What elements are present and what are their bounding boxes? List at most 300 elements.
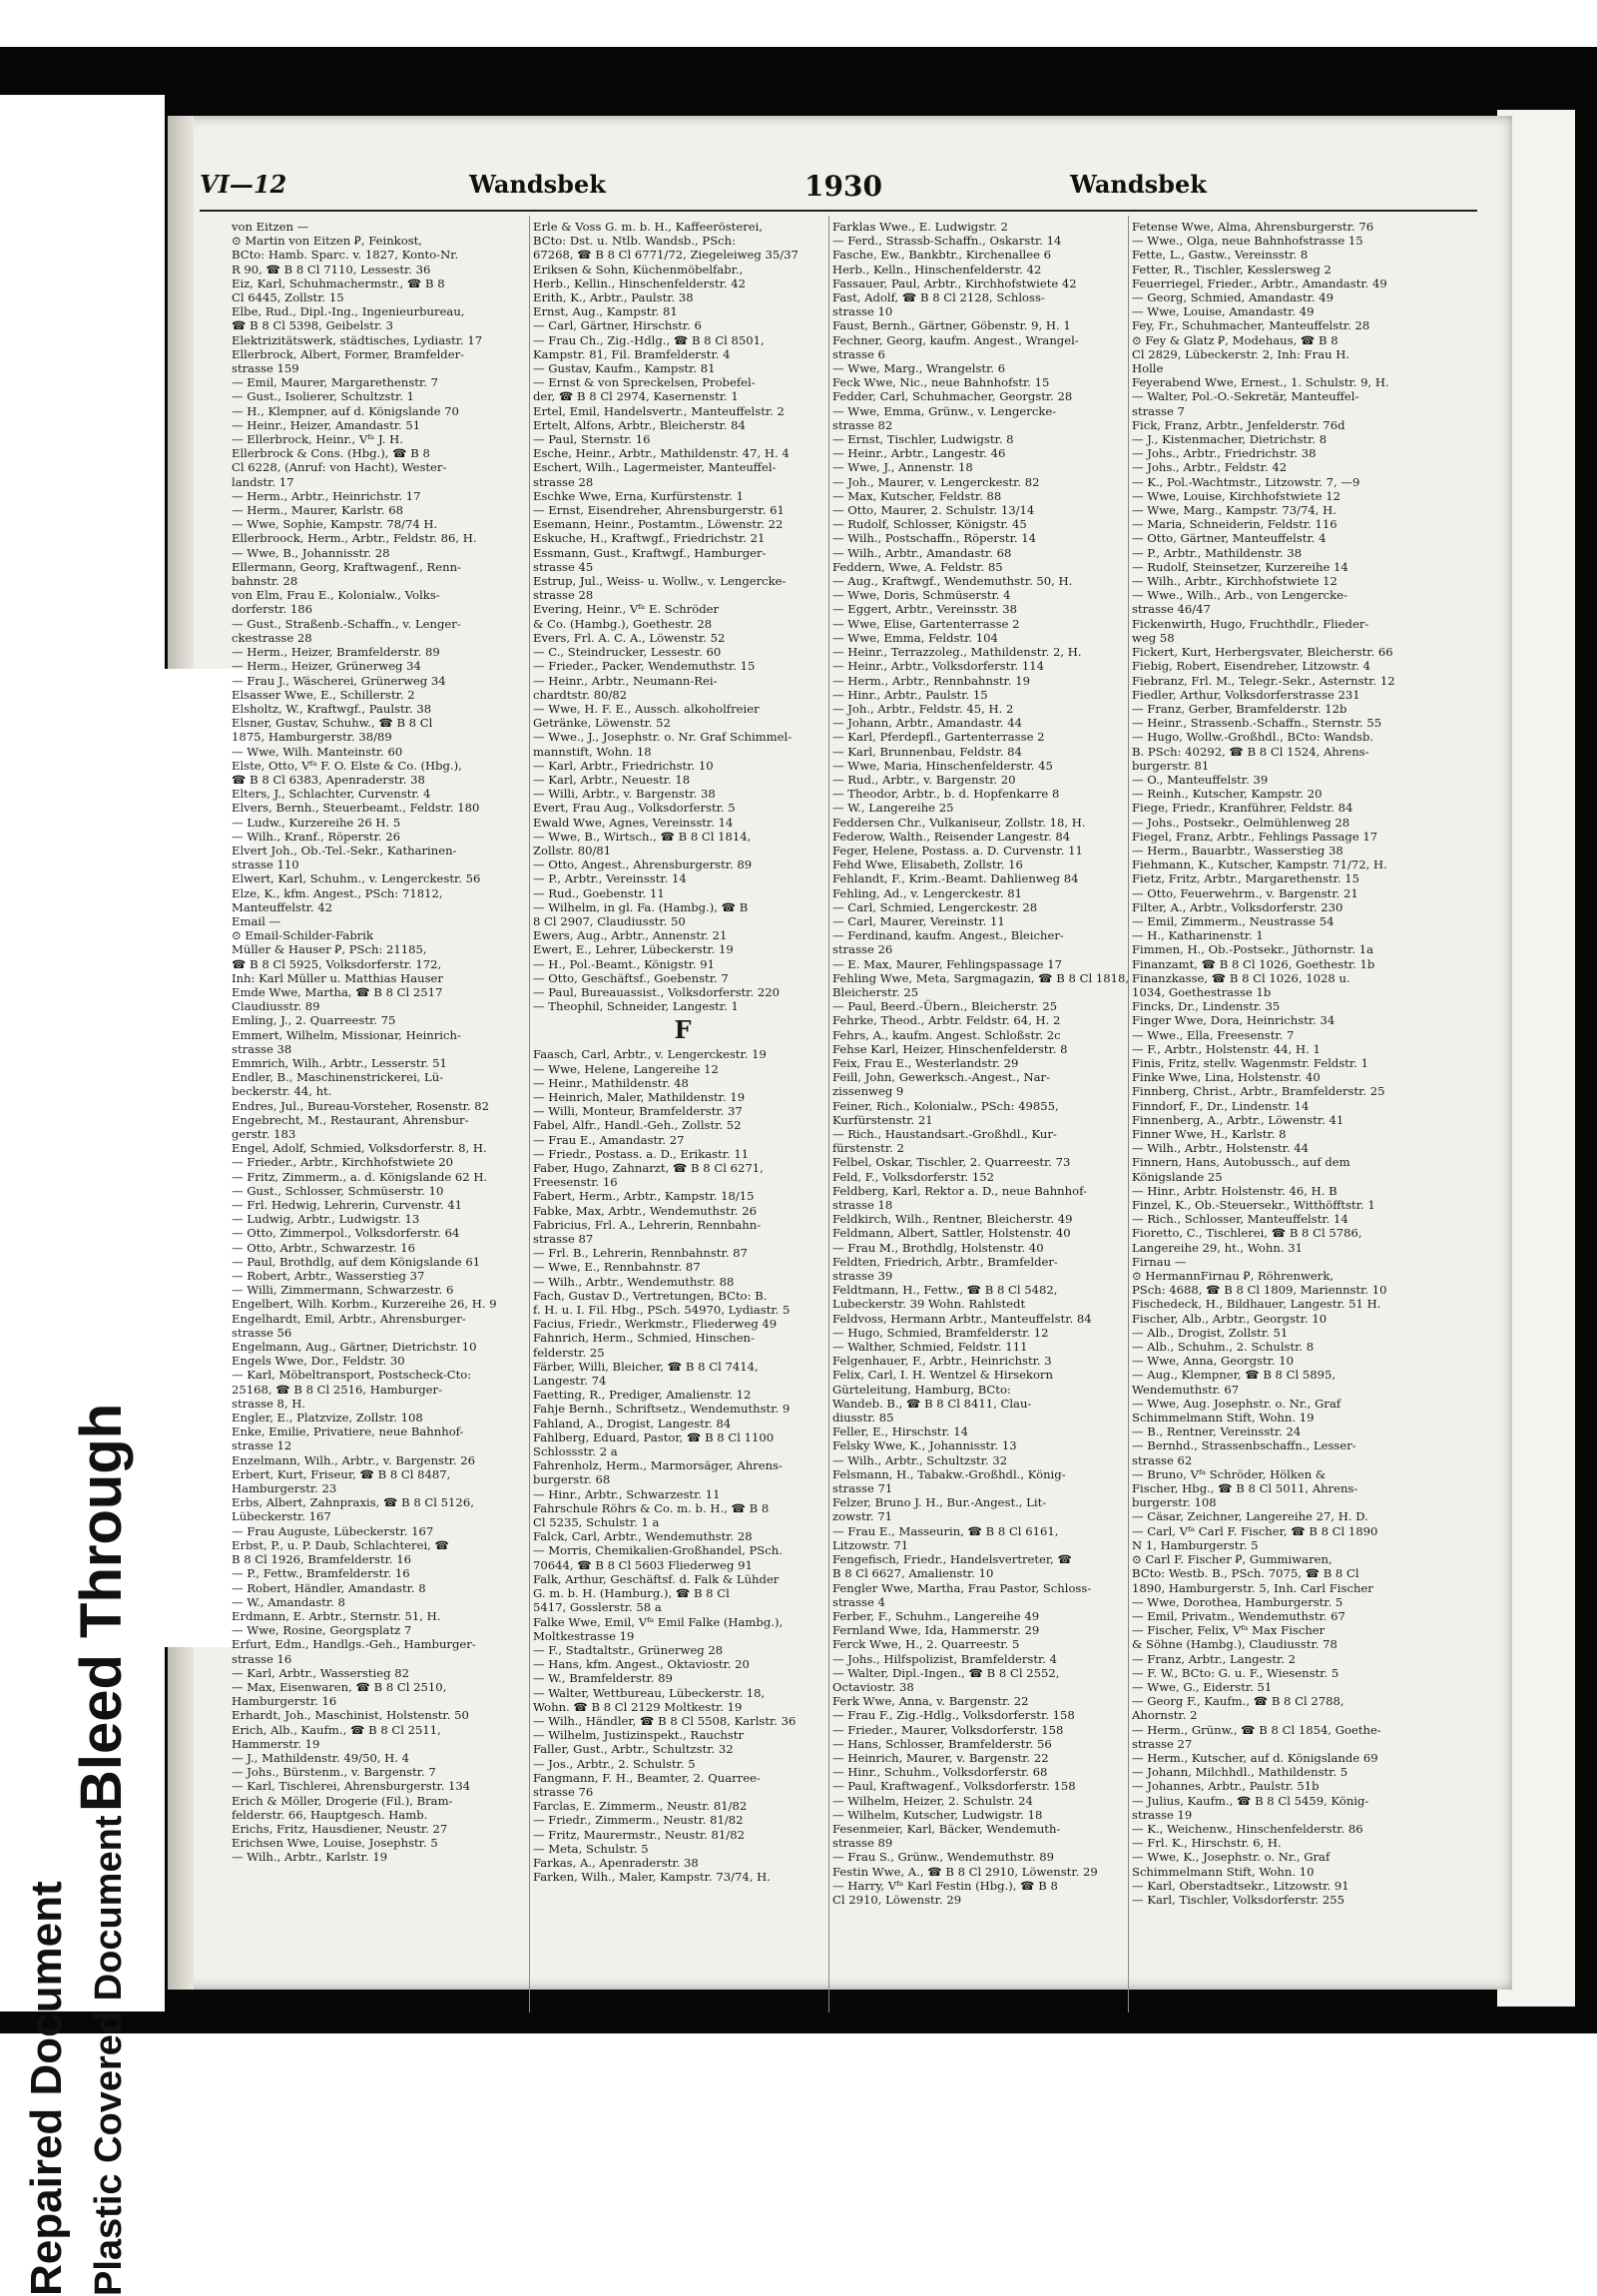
entry-line: — Theophil, Schneider, Langestr. 1 [533,999,739,1014]
entry-line: Erichsen Wwe, Louise, Josephstr. 5 [232,1836,438,1851]
entry-line: strasse 28 [533,474,594,489]
entry-line: — Hugo, Wollw.-Großhdl., BCto: Wandsb. [1132,730,1374,745]
entry-line: strasse 38 [232,1041,292,1056]
entry-line: Felbel, Oskar, Tischler, 2. Quarreestr. 73 [832,1155,1071,1170]
entry-line: — Paul, Sternstr. 16 [533,432,651,447]
entry-line: Fehlandt, F., Krim.-Beamt. Dahlienweg 84 [832,871,1079,886]
entry-line: — Emil, Privatm., Wendemuthstr. 67 [1132,1608,1345,1623]
entry-line: Eiz, Karl, Schuhmachermstr., ☎ B 8 [232,276,445,290]
entry-line: Faller, Gust., Arbtr., Schultzstr. 32 [533,1742,734,1757]
entry-line: 1875, Hamburgerstr. 38/89 [232,730,392,745]
entry-line: Elsasser Wwe, E., Schillerstr. 2 [232,687,415,702]
entry-line: — Emil, Maurer, Margarethenstr. 7 [232,375,438,390]
entry-line: ckestrasse 28 [232,630,312,645]
entry-line: — Bernhd., Strassenbschaffn., Lesser- [1132,1438,1356,1453]
entry-line: — Max, Kutscher, Feldstr. 88 [832,488,1002,503]
entry-line: ⊙ Carl F. Fischer Ꝑ, Gummiwaren, [1132,1552,1332,1567]
entry-line: — Karl, Oberstadtsekr., Litzowstr. 91 [1132,1878,1349,1893]
entry-line: landstr. 17 [232,474,294,489]
entry-line: Bleicherstr. 25 [832,984,919,999]
entry-line: Schlossstr. 2 a [533,1444,618,1459]
entry-line: N 1, Hamburgerstr. 5 [1132,1537,1259,1552]
entry-line: — Herm., Heizer, Grünerweg 34 [232,659,421,674]
entry-line: Erich & Möller, Drogerie (Fil.), Bram- [232,1793,453,1808]
entry-line: — Rudolf, Schlosser, Königstr. 45 [832,517,1027,532]
entry-line: Erbst, P., u. P. Daub, Schlachterei, ☎ [232,1537,449,1552]
entry-line: Elvert Joh., Ob.-Tel.-Sekr., Katharinen- [232,843,457,858]
column-2 [533,220,832,1884]
entry-line: — Heinrich, Maler, Mathildenstr. 19 [533,1089,746,1104]
entry-line: Fahnrich, Herm., Schmied, Hinschen- [533,1331,755,1346]
entry-line: — Herm., Grünw., ☎ B 8 Cl 1854, Goethe- [1132,1722,1381,1737]
entry-line: ⊙ Email-Schilder-Fabrik [232,928,374,943]
entry-line: Emmert, Wilhelm, Missionar, Heinrich- [232,1027,461,1042]
entry-line: — Wwe, G., Eiderstr. 51 [1132,1679,1273,1694]
entry-line: — Robert, Händler, Amandastr. 8 [232,1580,426,1595]
entry-line: fürstenstr. 2 [832,1141,904,1156]
entry-line: Feuerriegel, Frieder., Arbtr., Amandastr. 49 [1132,276,1387,290]
entry-line: — Ernst, Tischler, Ludwigstr. 8 [832,432,1014,447]
entry-line: — W., Amandastr. 8 [232,1594,345,1609]
entry-line: Kampstr. 81, Fil. Bramfelderstr. 4 [533,346,731,361]
entry-line: Fischer, Hbg., ☎ B 8 Cl 5011, Ahrens- [1132,1481,1358,1496]
entry-line: weg 58 [1132,630,1175,645]
entry-line: Essmann, Gust., Kraftwgf., Hamburger- [533,545,767,560]
entry-line: — H., Klempner, auf d. Königslande 70 [232,403,459,418]
entry-line: — Julius, Kaufm., ☎ B 8 Cl 5459, König- [1132,1793,1369,1808]
entry-line: Fechner, Georg, kaufm. Angest., Wrangel- [832,332,1079,347]
entry-line: — Harry, Vᶠᵃ Karl Festin (Hbg.), ☎ B 8 [832,1878,1058,1893]
entry-line: — Wwe, Helene, Langereihe 12 [533,1061,719,1076]
entry-line: strasse 71 [832,1481,893,1496]
entry-line: — Ferdinand, kaufm. Angest., Bleicher- [832,928,1064,943]
entry-line: der, ☎ B 8 Cl 2974, Kasernenstr. 1 [533,389,739,404]
entry-line: Elvers, Bernh., Steuerbeamt., Feldstr. 180 [232,801,480,816]
entry-line: B 8 Cl 6627, Amalienstr. 10 [832,1566,994,1581]
column-1 [232,220,531,1865]
entry-line: strasse 26 [832,942,893,957]
entry-line: Erdmann, E. Arbtr., Sternstr. 51, H. [232,1608,441,1623]
entry-line: Fehling Wwe, Meta, Sargmagazin, ☎ B 8 Cl 1818, [832,970,1130,985]
entry-line: — Willi, Arbtr., v. Bargenstr. 38 [533,787,716,802]
entry-line: — Gust., Straßenb.-Schaffn., v. Lenger- [232,616,461,631]
entry-line: — W., Bramfelderstr. 89 [533,1671,673,1686]
entry-line: — Friedr., Zimmerm., Neustr. 81/82 [533,1813,744,1828]
entry-line: — Frieder., Maurer, Volksdorferstr. 158 [832,1722,1064,1737]
entry-line: Finzel, K., Ob.-Steuersekr., Witthöfftstr. 1 [1132,1198,1375,1213]
entry-line: — Alb., Drogist, Zollstr. 51 [1132,1325,1289,1340]
entry-line: ⊙ Fey & Glatz Ꝑ, Modehaus, ☎ B 8 [1132,332,1338,347]
entry-line: felderstr. 25 [533,1345,605,1360]
entry-line: Engelhardt, Emil, Arbtr., Ahrensburger- [232,1311,466,1326]
entry-line: — Fritz, Zimmerm., a. d. Königslande 62 H. [232,1169,488,1184]
entry-line: Fetter, R., Tischler, Kesslersweg 2 [1132,262,1331,277]
entry-line: Feldkirch, Wilh., Rentner, Bleicherstr. 49 [832,1212,1073,1227]
entry-line: Färber, Willi, Bleicher, ☎ B 8 Cl 7414, [533,1359,759,1374]
entry-line: Esemann, Heinr., Postamtm., Löwenstr. 22 [533,517,784,532]
entry-line: — Frl. Hedwig, Lehrerin, Curvenstr. 41 [232,1198,463,1213]
entry-line: — Johs., Arbtr., Feldstr. 42 [1132,460,1288,475]
entry-line: — Joh., Arbtr., Feldstr. 45, H. 2 [832,701,1014,716]
entry-line: strasse 76 [533,1784,594,1799]
entry-line: Finanzamt, ☎ B 8 Cl 1026, Goethestr. 1b [1132,956,1375,971]
entry-line: — Heinr., Strassenb.-Schaffn., Sternstr. 55 [1132,716,1382,731]
entry-line: Engelmann, Aug., Gärtner, Dietrichstr. 10 [232,1340,477,1355]
entry-line: — Cäsar, Zeichner, Langereihe 27, H. D. [1132,1509,1368,1524]
entry-line: strasse 18 [832,1198,893,1213]
entry-line: strasse 45 [533,559,594,574]
entry-line: strasse 19 [1132,1807,1193,1822]
entry-line: Email — [232,913,281,928]
entry-line: chardtstr. 80/82 [533,687,628,702]
entry-line: Enke, Emilie, Privatiere, neue Bahnhof- [232,1425,464,1439]
entry-line: Evering, Heinr., Vᶠᵃ E. Schröder [533,602,720,617]
entry-line: — Frau E., Masseurin, ☎ B 8 Cl 6161, [832,1523,1059,1538]
entry-line: Freesenstr. 16 [533,1175,618,1190]
entry-line: — Hinr., Arbtr., Schwarzestr. 11 [533,1486,721,1501]
entry-line: Emmrich, Wilh., Arbtr., Lesserstr. 51 [232,1055,447,1070]
entry-line: Cl 2829, Lübeckerstr. 2, Inh: Frau H. [1132,346,1350,361]
entry-line: zissenweg 9 [832,1084,904,1099]
entry-line: — Emil, Zimmerm., Neustrasse 54 [1132,913,1334,928]
entry-line: Felsky Wwe, K., Johannisstr. 13 [832,1438,1017,1453]
entry-line: Fabricius, Frl. A., Lehrerin, Rennbahn- [533,1217,762,1232]
entry-line: dorferstr. 186 [232,602,313,617]
entry-line: — Wwe, Louise, Kirchhofstwiete 12 [1132,488,1341,503]
entry-line: strasse 62 [1132,1452,1193,1467]
entry-line: strasse 82 [832,417,893,432]
entry-line: — Aug., Klempner, ☎ B 8 Cl 5895, [1132,1368,1336,1383]
entry-line: — Herm., Arbtr., Heinrichstr. 17 [232,488,421,503]
entry-line: — Ferd., Strassb-Schaffn., Oskarstr. 14 [832,234,1062,249]
entry-line: Feller, E., Hirschstr. 14 [832,1425,968,1439]
entry-line: — Bruno, Vᶠᵃ Schröder, Hölken & [1132,1466,1327,1481]
entry-line: Fehse Karl, Heizer, Hinschenfelderstr. 8 [832,1041,1068,1056]
entry-line: Kurfürstenstr. 21 [832,1112,933,1127]
entry-line: Emde Wwe, Martha, ☎ B 8 Cl 2517 [232,984,443,999]
entry-line: Herb., Kellin., Hinschenfelderstr. 42 [533,276,747,290]
entry-line: — Friedr., Postass. a. D., Erikastr. 11 [533,1146,750,1161]
entry-line: Felzer, Bruno J. H., Bur.-Angest., Lit- [832,1495,1047,1510]
page-code: VI—12 [200,170,287,199]
entry-line: — Rud., Arbtr., v. Bargenstr. 20 [832,772,1016,787]
entry-line: — Wwe, Anna, Georgstr. 10 [1132,1354,1295,1369]
entry-line: — Gust., Schlosser, Schmüserstr. 10 [232,1183,444,1198]
entry-line: Erichs, Fritz, Hausdiener, Neustr. 27 [232,1821,448,1836]
entry-line: — Otto, Feuerwehrm., v. Bargenstr. 21 [1132,885,1358,900]
entry-line: — H., Katharinenstr. 1 [1132,928,1264,943]
entry-line: — Gustav, Kaufm., Kampstr. 81 [533,361,716,376]
entry-line: Ferck Wwe, H., 2. Quarreestr. 5 [832,1637,1020,1652]
entry-line: — Wilh., Postschaffn., Röperstr. 14 [832,531,1036,546]
entry-line: — Georg, Schmied, Amandastr. 49 [1132,290,1334,305]
entry-line: Elsner, Gustav, Schuhw., ☎ B 8 Cl [232,716,433,731]
entry-line: — Wwe, H. F. E., Aussch. alkoholfreier [533,701,760,716]
entry-line: strasse 10 [832,304,893,319]
entry-line: — Ernst & von Spreckelsen, Probefel- [533,375,756,390]
entry-line: Wendemuthstr. 67 [1132,1382,1240,1397]
entry-line: Fetense Wwe, Alma, Ahrensburgerstr. 76 [1132,220,1374,234]
entry-line: Farclas, E. Zimmerm., Neustr. 81/82 [533,1799,748,1814]
entry-line: diusstr. 85 [832,1411,894,1426]
entry-line: Hamburgerstr. 16 [232,1694,337,1709]
entry-line: strasse 89 [832,1836,893,1851]
entry-line: Falk, Arthur, Geschäftsf. d. Falk & Lühder [533,1571,780,1586]
entry-line: — Wilh., Arbtr., Wendemuthstr. 88 [533,1274,735,1289]
entry-line: felderstr. 66, Hauptgesch. Hamb. [232,1807,428,1822]
entry-line: Feyerabend Wwe, Ernest., 1. Schulstr. 9, H. [1132,375,1389,390]
entry-line: — Wwe, Sophie, Kampstr. 78/74 H. [232,517,438,532]
entry-line: Elters, J., Schlachter, Curvenstr. 4 [232,787,431,802]
entry-line: Cl 2910, Löwenstr. 29 [832,1892,962,1907]
entry-line: — Rudolf, Steinsetzer, Kurzereihe 14 [1132,559,1348,574]
entry-line: — Frau Auguste, Lübeckerstr. 167 [232,1523,434,1538]
entry-line: strasse 27 [1132,1736,1193,1751]
entry-line: & Co. (Hambg.), Goethestr. 28 [533,616,713,631]
entry-line: — Johs., Arbtr., Friedrichstr. 38 [1132,446,1317,461]
entry-line: Engel, Adolf, Schmied, Volksdorferstr. 8, H. [232,1141,487,1156]
entry-line: — Hinr., Schuhm., Volksdorferstr. 68 [832,1765,1048,1780]
entry-line: — Frau M., Brothdlg, Holstenstr. 40 [832,1240,1044,1255]
entry-line: Finnenberg, A., Arbtr., Löwenstr. 41 [1132,1112,1344,1127]
entry-line: — Wilh., Kranf., Röperstr. 26 [232,829,400,844]
entry-line: Eriksen & Sohn, Küchenmöbelfabr., [533,262,744,277]
entry-line: Fedder, Carl, Schuhmacher, Georgstr. 28 [832,389,1073,404]
entry-line: Wandeb. B., ☎ B 8 Cl 8411, Clau- [832,1396,1032,1411]
entry-line: — Wwe, Aug. Josephstr. o. Nr., Graf [1132,1396,1341,1411]
entry-line: — Frau F., Zig.-Hdlg., Volksdorferstr. 158 [832,1708,1075,1723]
entry-line: Engels Wwe, Dor., Feldstr. 30 [232,1354,405,1369]
entry-line: — Heinr., Mathildenstr. 48 [533,1075,689,1090]
entry-line: Gürteleitung, Hamburg, BCto: [832,1382,1011,1397]
entry-line: Fehrs, A., kaufm. Angest. Schloßstr. 2c [832,1027,1061,1042]
entry-line: Ernst, Aug., Kampstr. 81 [533,304,678,319]
entry-line: — Karl, Arbtr., Wasserstieg 82 [232,1665,409,1680]
entry-line: — Herm., Maurer, Karlstr. 68 [232,503,403,518]
entry-line: Finnberg, Christ., Arbtr., Bramfelderstr. 25 [1132,1084,1385,1099]
entry-line: Fabert, Herm., Arbtr., Kampstr. 18/15 [533,1189,755,1204]
repaired-document-label: Repaired Document [22,1881,71,2296]
entry-line: Facius, Friedr., Werkmstr., Fliederweg 49 [533,1317,778,1332]
entry-line: Ahornstr. 2 [1132,1708,1198,1723]
entry-line: Fahje Bernh., Schriftsetz., Wendemuthstr. 9 [533,1402,791,1417]
entry-line: Feddern, Wwe, A. Feldstr. 85 [832,559,1003,574]
entry-line: — Otto, Angest., Ahrensburgerstr. 89 [533,858,753,872]
entry-line: F [674,1015,692,1045]
entry-line: strasse 39 [832,1269,893,1284]
entry-line: Fioretto, C., Tischlerei, ☎ B 8 Cl 5786, [1132,1226,1362,1241]
entry-line: Getränke, Löwenstr. 52 [533,716,671,731]
entry-line: — Otto, Zimmerpol., Volksdorferstr. 64 [232,1226,460,1241]
entry-line: Fickert, Kurt, Herbergsvater, Bleicherstr. 66 [1132,645,1393,660]
entry-line: Fabke, Max, Arbtr., Wendemuthstr. 26 [533,1203,758,1218]
entry-line: strasse 87 [533,1232,594,1247]
entry-line: — Heinr., Arbtr., Langestr. 46 [832,446,1006,461]
entry-line: — Walter, Wettbureau, Lübeckerstr. 18, [533,1685,766,1700]
entry-line: Fach, Gustav D., Vertretungen, BCto: B. [533,1288,768,1303]
entry-line: Hammerstr. 19 [232,1736,320,1751]
entry-line: Fahlberg, Eduard, Pastor, ☎ B 8 Cl 1100 [533,1430,775,1444]
entry-line: Fiebig, Robert, Eisendreher, Litzowstr. 4 [1132,659,1371,674]
entry-line: Falck, Carl, Arbtr., Wendemuthstr. 28 [533,1529,753,1544]
entry-line: Fiebranz, Frl. M., Telegr.-Sekr., Asternstr. 12 [1132,673,1395,688]
entry-line: zowstr. 71 [832,1509,893,1524]
entry-line: — Wilh., Arbtr., Schultzstr. 32 [832,1452,1008,1467]
entry-line: — Wilh., Arbtr., Kirchhofstwiete 12 [1132,574,1337,589]
entry-line: ⊙ HermannFirnau Ꝑ, Röhrenwerk, [1132,1269,1334,1284]
entry-line: Endler, B., Maschinenstrickerei, Lü- [232,1070,444,1085]
entry-line: Festin Wwe, A., ☎ B 8 Cl 2910, Löwenstr. 29 [832,1864,1098,1879]
entry-line: B. PSch: 40292, ☎ B 8 Cl 1524, Ahrens- [1132,744,1369,759]
entry-line: — Karl, Arbtr., Neuestr. 18 [533,772,691,787]
entry-line: Fischer, Alb., Arbtr., Georgstr. 10 [1132,1311,1328,1326]
entry-line: Ferber, F., Schuhm., Langereihe 49 [832,1608,1040,1623]
entry-line: — Carl, Schmied, Lengerckestr. 28 [832,899,1038,914]
entry-line: — Hugo, Schmied, Bramfelderstr. 12 [832,1325,1049,1340]
entry-line: Fiegel, Franz, Arbtr., Fehlings Passage 17 [1132,829,1378,844]
entry-line: Fietz, Fritz, Arbtr., Margarethenstr. 15 [1132,871,1360,886]
entry-line: Ewald Wwe, Agnes, Vereinsstr. 14 [533,815,734,830]
entry-line: — Wilhelm, Justizinspekt., Rauchstr [533,1728,744,1743]
entry-line: Fast, Adolf, ☎ B 8 Cl 2128, Schloss- [832,290,1045,305]
entry-line: — B., Rentner, Vereinsstr. 24 [1132,1425,1302,1439]
column-4 [1132,220,1431,1907]
entry-line: Finner Wwe, H., Karlstr. 8 [1132,1127,1287,1141]
entry-line: Elbe, Rud., Dipl.-Ing., Ingenieurbureau, [232,304,465,319]
entry-line: — Heinr., Arbtr., Volksdorferstr. 114 [832,659,1045,674]
entry-line: — Herm., Heizer, Bramfelderstr. 89 [232,645,440,660]
entry-line: Enzelmann, Wilh., Arbtr., v. Bargenstr. 26 [232,1452,476,1467]
entry-line: — Wilh., Arbtr., Karlstr. 19 [232,1850,388,1865]
entry-line: Königslande 25 [1132,1169,1223,1184]
entry-line: — Wilhelm, Heizer, 2. Schulstr. 24 [832,1793,1033,1808]
entry-line: — Otto, Arbtr., Schwarzestr. 16 [232,1240,416,1255]
entry-line: Ellerbrock, Albert, Former, Bramfelder- [232,346,465,361]
entry-line: Fiehmann, K., Kutscher, Kampstr. 71/72, H. [1132,858,1387,872]
entry-line: Fassauer, Paul, Arbtr., Kirchhofstwiete 42 [832,276,1077,290]
entry-line: — J., Mathildenstr. 49/50, H. 4 [232,1750,410,1765]
entry-line: — F., Arbtr., Holstenstr. 44, H. 1 [1132,1041,1321,1056]
entry-line: — Heinrich, Maurer, v. Bargenstr. 22 [832,1750,1049,1765]
entry-line: — Otto, Maurer, 2. Schulstr. 13/14 [832,503,1035,518]
entry-line: Fehrke, Theod., Arbtr. Feldstr. 64, H. 2 [832,1013,1061,1028]
entry-line: — Wwe, J., Annenstr. 18 [832,460,973,475]
entry-line: — Wwe, Emma, Grünw., v. Lengercke- [832,403,1057,418]
entry-line: Ewert, E., Lehrer, Lübeckerstr. 19 [533,942,734,957]
entry-line: Fimmen, H., Ob.-Postsekr., Jüthornstr. 1a [1132,942,1373,957]
entry-line: Claudiusstr. 89 [232,999,320,1014]
entry-line: — Wilh., Händler, ☎ B 8 Cl 5508, Karlstr. 36 [533,1713,797,1728]
entry-line: Fahrschule Röhrs & Co. m. b. H., ☎ B 8 [533,1500,770,1515]
entry-line: Fernland Wwe, Ida, Hammerstr. 29 [832,1623,1040,1638]
entry-line: Eskuche, H., Kraftwgf., Friedrichstr. 21 [533,531,766,546]
entry-line: Feldmann, Albert, Sattler, Holstenstr. 40 [832,1226,1071,1241]
entry-line: Cl 5235, Schulstr. 1 a [533,1515,660,1530]
entry-line: Fey, Fr., Schuhmacher, Manteuffelstr. 28 [1132,318,1370,333]
entry-line: — Herm., Bauarbtr., Wasserstieg 38 [1132,843,1343,858]
entry-line: — Gust., Isolierer, Schultzstr. 1 [232,389,414,404]
entry-line: — Paul, Bureauassist., Volksdorferstr. 220 [533,984,780,999]
entry-line: Farkas, A., Apenraderstr. 38 [533,1855,699,1870]
entry-line: — Walter, Pol.-O.-Sekretär, Manteuffel- [1132,389,1359,404]
entry-line: — Morris, Chemikalien-Großhandel, PSch. [533,1543,783,1558]
entry-line: Feldtmann, H., Fettw., ☎ B 8 Cl 5482, [832,1283,1058,1298]
entry-line: Fiedler, Arthur, Volksdorferstrasse 231 [1132,687,1360,702]
entry-line: Fahrenholz, Herm., Marmorsäger, Ahrens- [533,1458,783,1473]
entry-line: Elwert, Karl, Schuhm., v. Lengerckestr. 56 [232,871,481,886]
entry-line: Hamburgerstr. 23 [232,1481,337,1496]
entry-line: Feldten, Friedrich, Arbtr., Bramfelder- [832,1254,1058,1269]
entry-line: — P., Arbtr., Mathildenstr. 38 [1132,545,1303,560]
entry-line: Faasch, Carl, Arbtr., v. Lengerckestr. 19 [533,1047,767,1062]
entry-line: — Maria, Schneiderin, Feldstr. 116 [1132,517,1337,532]
entry-line: Schimmelmann Stift, Wohn. 19 [1132,1411,1315,1426]
entry-line: — Heinr., Heizer, Amandastr. 51 [232,417,421,432]
entry-line: Zollstr. 80/81 [533,843,612,858]
entry-line: BCto: Westb. B., PSch. 7075, ☎ B 8 Cl [1132,1566,1359,1581]
entry-line: — K., Pol.-Wachtmstr., Litzowstr. 7, —9 [1132,474,1360,489]
entry-line: — Ellerbrock, Heinr., Vᶠᵃ J. H. [232,432,403,447]
entry-line: — Reinh., Kutscher, Kampstr. 20 [1132,787,1323,802]
entry-line: ☎ B 8 Cl 5398, Geibelstr. 3 [232,318,393,333]
entry-line: — Fritz, Maurermstr., Neustr. 81/82 [533,1827,745,1842]
running-head-left: Wandsbek [469,170,606,199]
entry-line: — Rich., Schlosser, Manteuffelstr. 14 [1132,1212,1348,1227]
entry-line: — Fischer, Felix, Vᶠᵃ Max Fischer [1132,1623,1326,1638]
entry-line: 25168, ☎ B 8 Cl 2516, Hamburger- [232,1382,442,1397]
entry-line: — Wwe, Rosine, Georgsplatz 7 [232,1623,412,1638]
entry-line: Federow, Walth., Reisender Langestr. 84 [832,829,1071,844]
entry-line: — Wwe., Ella, Freesenstr. 7 [1132,1027,1295,1042]
entry-line: Endres, Jul., Bureau-Vorsteher, Rosenstr. 82 [232,1098,490,1113]
entry-line: Langestr. 74 [533,1374,607,1389]
entry-line: Lubeckerstr. 39 Wohn. Rahlstedt [832,1297,1026,1312]
entry-line: Elste, Otto, Vᶠᵃ F. O. Elste & Co. (Hbg.), [232,758,462,773]
entry-line: — Wwe, Doris, Schmüserstr. 4 [832,588,1011,603]
entry-line: — Wwe, K., Josephstr. o. Nr., Graf [1132,1850,1331,1865]
entry-line: Faetting, R., Prediger, Amalienstr. 12 [533,1388,752,1403]
entry-line: — Frieder., Packer, Wendemuthstr. 15 [533,659,756,674]
entry-line: — Herm., Kutscher, auf d. Königslande 69 [1132,1750,1378,1765]
entry-line: Fengefisch, Friedr., Handelsvertreter, ☎ [832,1552,1072,1567]
entry-line: B 8 Cl 1926, Bramfelderstr. 16 [232,1552,412,1567]
entry-line: — Otto, Gärtner, Manteuffelstr. 4 [1132,531,1327,546]
entry-line: Finger Wwe, Dora, Heinrichstr. 34 [1132,1013,1335,1028]
entry-line: — F. W., BCto: G. u. F., Wiesenstr. 5 [1132,1665,1339,1680]
entry-line: Ellerbrock & Cons. (Hbg.), ☎ B 8 [232,446,430,461]
entry-line: Fiege, Friedr., Kranführer, Feldstr. 84 [1132,801,1353,816]
entry-line: — Willi, Monteur, Bramfelderstr. 37 [533,1104,743,1119]
entry-line: — Georg F., Kaufm., ☎ B 8 Cl 2788, [1132,1694,1344,1709]
entry-line: — Wilhelm, in gl. Fa. (Hambg.), ☎ B [533,899,749,914]
bleed-through-label: Bleed Through [69,1403,134,1812]
entry-line: Ertelt, Alfons, Arbtr., Bleicherstr. 84 [533,417,746,432]
entry-line: — Wwe, Dorothea, Hamburgerstr. 5 [1132,1594,1343,1609]
entry-line: strasse 159 [232,361,299,376]
entry-line: Ertel, Emil, Handelsvertr., Manteuffelstr. 2 [533,403,785,418]
entry-line: Firnau — [1132,1254,1187,1269]
entry-line: Fangmann, F. H., Beamter, 2. Quarree- [533,1770,761,1785]
entry-line: Erbs, Albert, Zahnpraxis, ☎ B 8 Cl 5126, [232,1495,474,1510]
entry-line: Octaviostr. 38 [832,1679,914,1694]
entry-line: — Ludw., Kurzereihe 26 H. 5 [232,815,401,830]
entry-line: — P., Arbtr., Vereinsstr. 14 [533,871,687,886]
year: 1930 [804,170,882,203]
entry-line: Fick, Franz, Arbtr., Jenfelderstr. 76d [1132,417,1345,432]
entry-line: ☎ B 8 Cl 6383, Apenraderstr. 38 [232,772,425,787]
entry-line: Erith, K., Arbtr., Paulstr. 38 [533,290,694,305]
entry-line: Ferk Wwe, Anna, v. Bargenstr. 22 [832,1694,1029,1709]
